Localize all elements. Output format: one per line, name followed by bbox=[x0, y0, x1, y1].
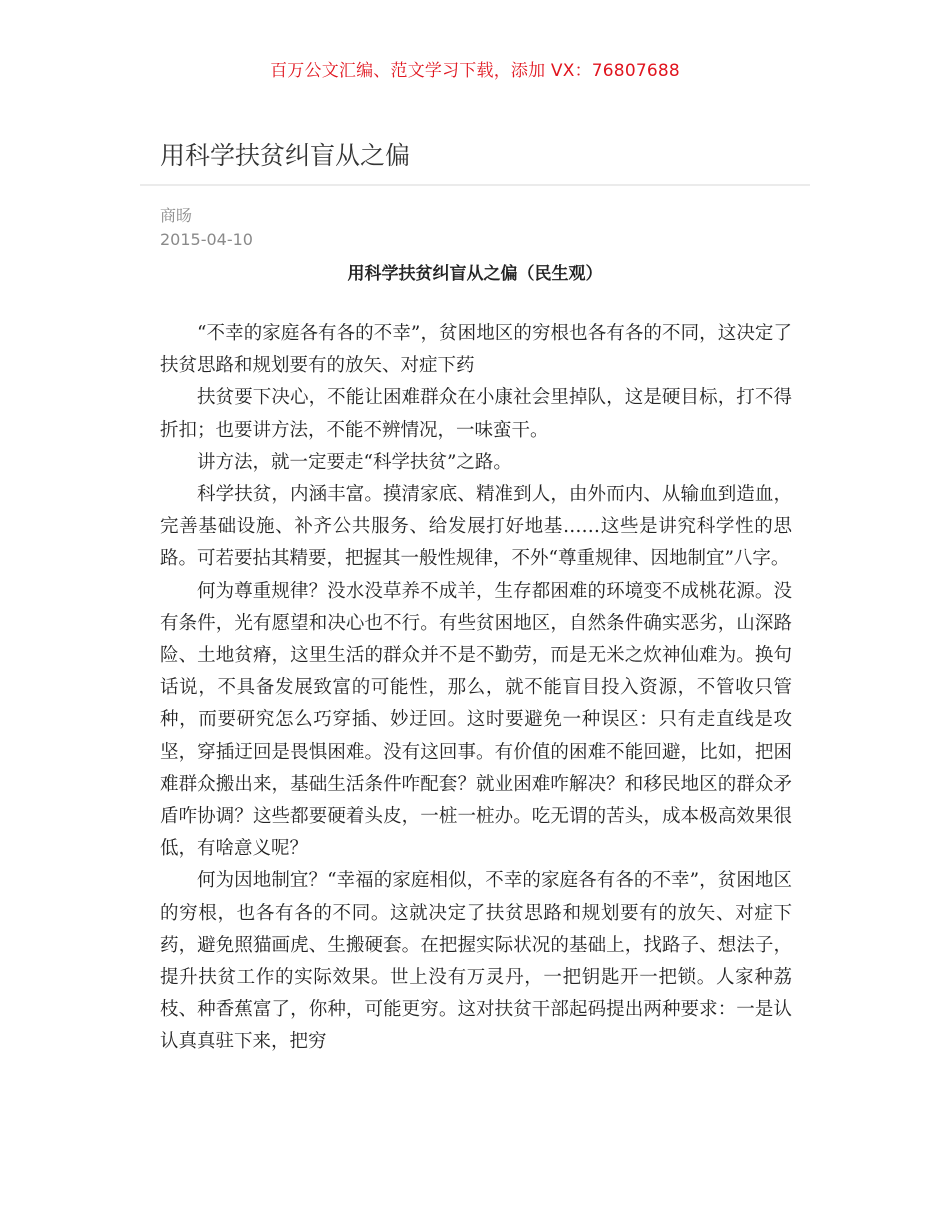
paragraph: “不幸的家庭各有各的不幸”，贫困地区的穷根也各有各的不同，这决定了扶贫思路和规划要有的放矢、对症下药 bbox=[160, 323, 792, 377]
author-name: 商旸 bbox=[160, 206, 193, 225]
publish-date: 2015-04-10 bbox=[160, 230, 253, 249]
promo-banner: 百万公文汇编、范文学习下载，添加 VX：76807688 bbox=[270, 61, 680, 81]
paragraph: 扶贫要下决心，不能让困难群众在小康社会里掉队，这是硬目标，打不得折扣；也要讲方法，不能不辨情况，一味蛮干。 bbox=[160, 387, 792, 441]
article-title: 用科学扶贫纠盲从之偏 bbox=[160, 141, 411, 170]
paragraph: 何为因地制宜？“幸福的家庭相似，不幸的家庭各有各的不幸”，贫困地区的穷根，也各有各的不同。这就决定了扶贫思路和规划要有的放矢、对症下药，避免照猫画虎、生搬硬套。在把握实际状况的基础上，找路子、想法子，提升扶贫工作的实际效果。世上没有万灵丹，一把钥匙开一把锁。人家种荔枝、种香蕉富了，你种，可能更穷。这对扶贫干部起码提出两种要求：一是认认真真驻下来，把穷 bbox=[160, 870, 792, 1053]
article-body bbox=[160, 318, 792, 1059]
article-meta bbox=[160, 204, 253, 252]
paragraph: 何为尊重规律？没水没草养不成羊，生存都困难的环境变不成桃花源。没有条件，光有愿望和决心也不行。有些贫困地区，自然条件确实恶劣，山深路险、土地贫瘠，这里生活的群众并不是不勤劳，而是无米之炊神仙难为。换句话说，不具备发展致富的可能性，那么，就不能盲目投入资源，不管收只管种，而要研究怎么巧穿插、妙迂回。这时要避免一种误区：只有走直线是攻坚，穿插迂回是畏惧困难。没有这回事。有价值的困难不能回避，比如，把困难群众搬出来，基础生活条件咋配套？就业困难咋解决？和移民地区的群众矛盾咋协调？这些都要硬着头皮，一桩一桩办。吃无谓的苦头，成本极高效果很低，有啥意义呢？ bbox=[160, 580, 792, 860]
document-heading: 用科学扶贫纠盲从之偏（民生观） bbox=[347, 264, 603, 284]
paragraph: 科学扶贫，内涵丰富。摸清家底、精准到人，由外而内、从输血到造血，完善基础设施、补齐公共服务、给发展打好地基……这些是讲究科学性的思路。可若要拈其精要，把握其一般性规律，不外“尊重规律、因地制宜”八字。 bbox=[160, 484, 792, 570]
paragraph: 讲方法，就一定要走“科学扶贫”之路。 bbox=[197, 451, 512, 473]
title-divider bbox=[140, 184, 810, 186]
